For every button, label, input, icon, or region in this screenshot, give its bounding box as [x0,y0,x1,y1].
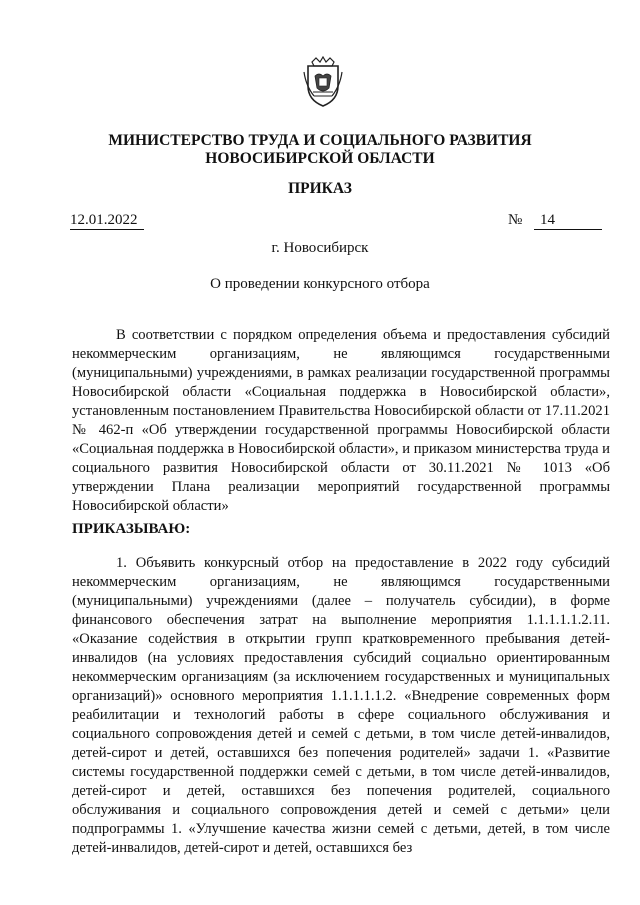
document-subject: О проведении конкурсного отбора [210,276,430,292]
ministry-name-line1: МИНИСТЕРСТВО ТРУДА И СОЦИАЛЬНОГО РАЗВИТИЯ [108,132,532,149]
orders-heading: ПРИКАЗЫВАЮ: [72,521,191,537]
coat-of-arms-emblem [302,56,344,108]
city: г. Новосибирск [271,240,369,256]
ministry-name-line2: НОВОСИБИРСКОЙ ОБЛАСТИ [205,150,435,167]
preamble-paragraph: В соответствии с порядком определения объема и предоставления субсидий некоммерческим организациям, не являющимся государственными (муниципальными) учреждениями, в рамках реализации государственной программы Новосибирской области «Социальная поддержка в Новосибирской области», установленным постановлением Правительства Новосибирской области от 17.11.2021 № 462-п «Об утверждении государственной программы Новосибирской области «Социальная поддержка в Новосибирской области», и приказом министерства труда и социального развития Новосибирской области от 30.11.2021 № 1013 «Об утверждении Плана реализации мероприятий государственной программы Новосибирской области» [72,327,610,514]
document-number: 14 [534,211,602,230]
order-item-1: 1. Объявить конкурсный отбор на предоставление в 2022 году субсидий некоммерческим организациям, не являющимся государственными (муниципальными) учреждениями (далее – получатель субсидии), в форме финансового обеспечения затрат на выполнение мероприятия 1.1.1.1.1.2.11. «Оказание содействия в открытии групп кратковременного пребывания детей-инвалидов (на условиях предоставления субсидий социально ориентированным некоммерческим организациям (за исключением государственных и муниципальных организаций)» основного мероприятия 1.1.1.1.1.2. «Внедрение современных форм реабилитации и технологий работы в сфере социального обслуживания и социального сопровождения детей и семей с детьми, в том числе детей-инвалидов, детей-сирот и детей, оставшихся без попечения родителей» задачи 1. «Развитие системы государственной поддержки семей с детьми, в том числе детей-инвалидов, детей-сирот и детей, оставшихся без попечения родителей, социального обслуживания и социального сопровождения детей и семей с детьми» цели подпрограммы 1. «Улучшение качества жизни семей с детьми, детей, в том числе детей-инвалидов, детей-сирот и детей, оставшихся без [72,555,610,856]
number-label: № [508,212,523,228]
document-type: ПРИКАЗ [288,180,352,197]
document-date: 12.01.2022 [70,211,144,230]
